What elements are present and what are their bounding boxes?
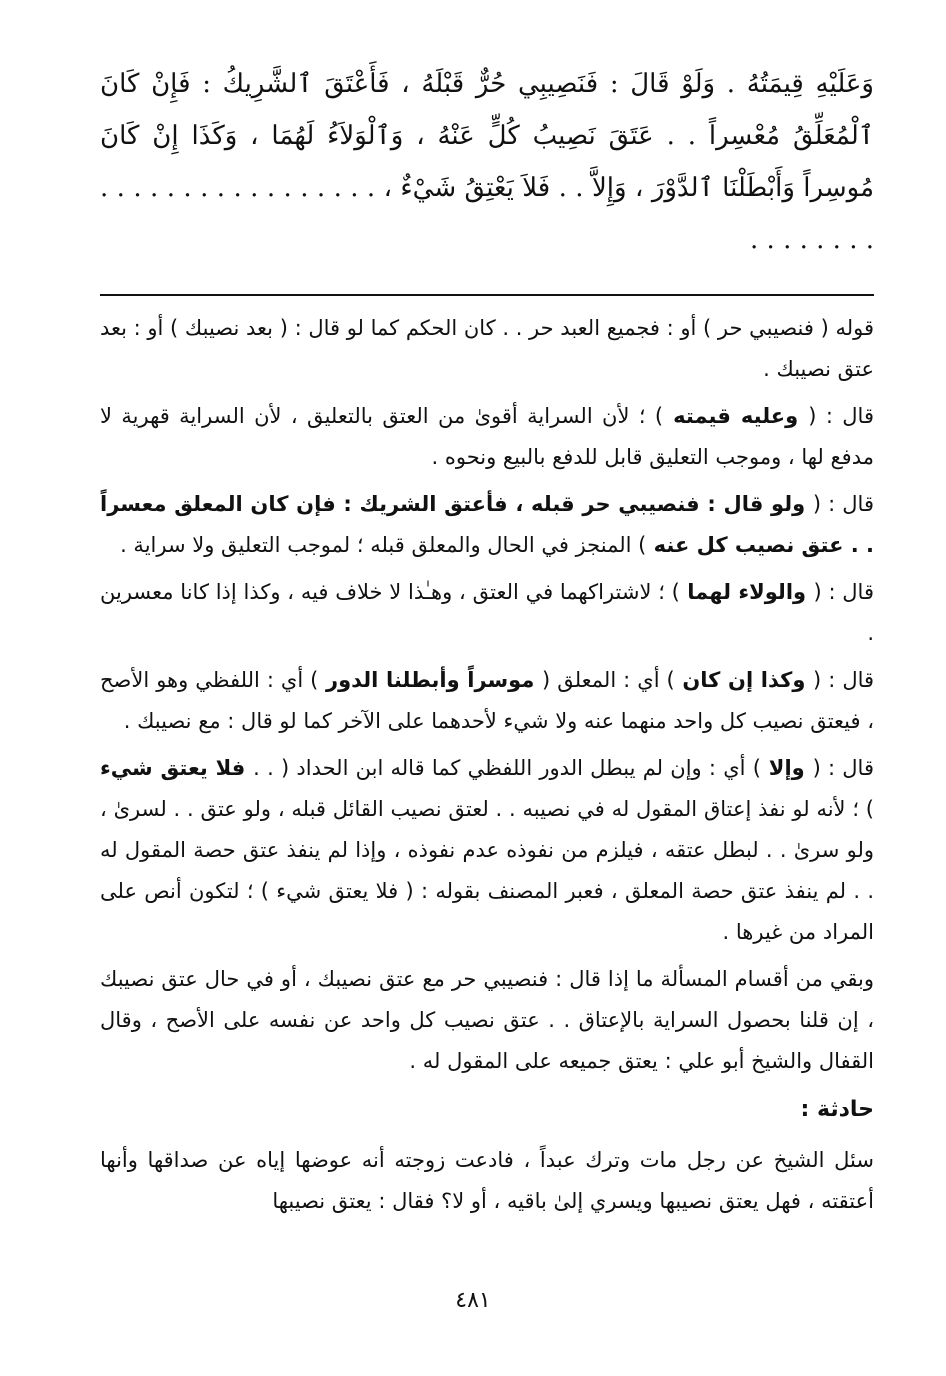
commentary-paragraph-6: قال : ( وإلا ) أي : وإن لم يبطل الدور اللفظي كما قاله ابن الحداد ( . . فلا يعتق شيء ) ؛ لأنه لو نفذ إعتاق المقول له في نصيبه . . لعتق نصيب القائل قبله ، ولو عتق . . لسرىٰ ، ولو سرىٰ . . لبطل عتقه ، فيلزم من نفوذه عدم نفوذه ، وإذا لم ينفذ عتق حصة المقول له . . لم ينفذ عتق حصة المعلق ، فعبر المصنف بقوله : ( فلا يعتق شيء ) ؛ لتكون أنص على المراد من غيرها . [100,756,874,944]
quoted-text: وكذا إن كان [674,668,814,692]
commentary-paragraph-4: قال : ( والولاء لهما ) ؛ لاشتراكهما في العتق ، وهـٰذا لا خلاف فيه ، وكذا إذا كانا معسرين . [100,580,874,645]
quoted-text: والولاء لهما [679,580,814,604]
quoted-text: فلا يعتق شيء [100,756,254,780]
commentary-paragraph-1: قوله ( فنصيبي حر ) أو : فجميع العبد حر . . كان الحكم كما لو قال : ( بعد نصيبك ) أو : بعد عتق نصيبك . [99,316,874,381]
footnote-divider [100,294,874,296]
quoted-text: ولو قال : فنصيبي حر قبله ، فأعتق الشريك : فإن كان المعلق معسراً . . عتق نصيب كل عنه [100,492,874,557]
commentary [100,308,874,1222]
commentary-paragraph-5: قال : ( وكذا إن كان ) أي : المعلق ( موسراً وأبطلنا الدور ) أي : اللفظي وهو الأصح ، فيعتق نصيب كل واحد منهما عنه ولا شيء لأحدهما على الآخر كما لو قال : مع نصيبك . [100,668,875,733]
section-heading: حادثة : [800,1097,874,1122]
page-number: ٤٨١ [455,1288,491,1313]
commentary-paragraph-7: وبقي من أقسام المسألة ما إذا قال : فنصيبي حر مع عتق نصيبك ، أو في حال عتق نصيبك ، إن قلنا بحصول السراية بالإعتاق . . عتق نصيب كل واحد عن نفسه على الأصح ، وقال القفال والشيخ أبو علي : يعتق جميعه على المقول له . [100,967,874,1073]
quoted-text: وإلا [760,756,813,780]
commentary-paragraph-8: سئل الشيخ عن رجل مات وترك عبداً ، فادعت زوجته أنه عوضها إياه عن صداقها وأنها أعتقته ، فهل يعتق نصيبها ويسري إلىٰ باقيه ، أو لا؟ فقال : يعتق نصيبها [100,1148,874,1213]
quoted-text: موسراً وأبطلنا الدور [318,668,542,692]
quoted-text: وعليه قيمته [663,404,809,428]
matn-text: وَعَلَيْهِ قِيمَتُهُ . وَلَوْ قَالَ : فَنَصِيبِي حُرٌّ قَبْلَهُ ، فَأَعْتَقَ ٱلشَّرِيكُ : فَإِنْ كَانَ ٱلْمُعَلِّقُ مُعْسِراً . . عَتَقَ نَصِيبُ كُلٍّ عَنْهُ ، وَٱلْوَلاَءُ لَهُمَا ، وَكَذَا إِنْ كَانَ مُوسِراً وَأَبْطَلْنَا ٱلدَّوْرَ ، وَإِلاَّ . . فَلاَ يَعْتِقُ شَيْءٌ ، . . . . . . . . . . . . . . . . . . . . . . . . . [100,69,874,255]
commentary-paragraph-2: قال : ( وعليه قيمته ) ؛ لأن السراية أقوىٰ من العتق بالتعليق ، لأن السراية قهرية لا مدفع لها ، وموجب التعليق قابل للدفع بالبيع ونحوه . [100,404,874,469]
commentary-paragraph-3: قال : ( ولو قال : فنصيبي حر قبله ، فأعتق الشريك : فإن كان المعلق معسراً . . عتق نصيب كل عنه ) المنجز في الحال والمعلق قبله ؛ لموجب التعليق ولا سراية . [100,492,874,557]
